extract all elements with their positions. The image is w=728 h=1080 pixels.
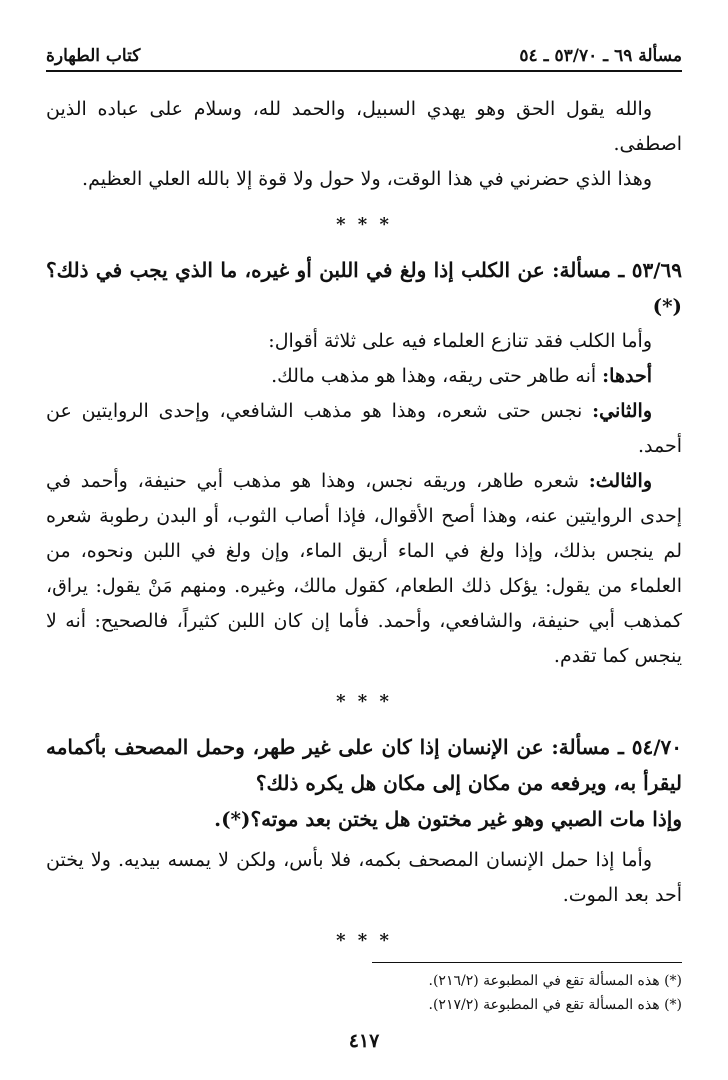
header-issue-range: مسألة ٦٩ ـ ٥٣/٧٠ ـ ٥٤	[519, 46, 682, 66]
second-opinion-lead: والثاني:	[592, 400, 652, 422]
header-chapter-title: كتاب الطهارة	[46, 46, 141, 66]
footnote: (*) هذه المسألة تقع في المطبوعة (٢١٧/٢).	[428, 997, 682, 1013]
section-separator: * * *	[336, 691, 392, 712]
second-opinion-text: نجس حتى شعره، وهذا هو مذهب الشافعي، وإحدى الروايتين عن أحمد.	[46, 400, 682, 457]
main-text	[46, 92, 682, 968]
third-opinion-lead: والثالث:	[588, 470, 652, 492]
page-number: ٤١٧	[348, 1030, 380, 1052]
first-opinion-text: أنه طاهر حتى ريقه، وهذا هو مذهب مالك.	[271, 365, 603, 387]
first-opinion-lead: أحدها:	[602, 365, 652, 387]
footnote: (*) هذه المسألة تقع في المطبوعة (٢١٦/٢).	[428, 973, 682, 989]
answer-paragraph: وأما إذا حمل الإنسان المصحف بكمه، فلا بأس، ولكن لا يمسه بيديه. ولا يختن أحد بعد الموت.	[46, 849, 682, 906]
second-opinion	[46, 394, 682, 464]
section-separator: * * *	[336, 214, 392, 235]
closing-paragraph: والله يقول الحق وهو يهدي السبيل، والحمد لله، وسلام على عباده الذين اصطفى.	[46, 98, 682, 155]
footnotes	[372, 962, 682, 1017]
answer-intro: وأما الكلب فقد تنازع العلماء فيه على ثلاثة أقوال:	[268, 330, 652, 352]
third-opinion-text: شعره طاهر، وريقه نجس، وهذا هو مذهب أبي حنيفة، وأحمد في إحدى الروايتين عنه، وهذا أصح الأقوال، فإذا أصاب الثوب، أو البدن رطوبة شعره لم ينجس بذلك، وإذا ولغ في الماء أريق الماء، وإن ولغ في اللبن ونحوه، من العلماء من يقول: يؤكل ذلك الطعام، كقول مالك، وغيره. ومنهم مَنْ يقول: يراق، كمذهب أبي حنيفة، والشافعي، وأحمد. فأما إن كان اللبن كثيراً، فالصحيح: أنه لا ينجس كما تقدم.	[46, 470, 682, 667]
running-header	[46, 40, 682, 72]
first-opinion	[46, 359, 682, 394]
closing-dua-paragraph: وهذا الذي حضرني في هذا الوقت، ولا حول ولا قوة إلا بالله العلي العظيم.	[82, 168, 652, 190]
issue-heading-69: ٥٣/٦٩ ـ مسألة: عن الكلب إذا ولغ في اللبن أو غيره، ما الذي يجب في ذلك؟(*)	[46, 258, 682, 318]
issue-subquestion: وإذا مات الصبي وهو غير مختون هل يختن بعد موته؟(*).	[214, 807, 682, 831]
section-separator: * * *	[336, 930, 392, 951]
issue-heading-70: ٥٤/٧٠ ـ مسألة: عن الإنسان إذا كان على غير طهر، وحمل المصحف بأكمامه ليقرأ به، ويرفعه من مكان إلى مكان هل يكره ذلك؟	[46, 735, 682, 795]
third-opinion	[46, 464, 682, 674]
